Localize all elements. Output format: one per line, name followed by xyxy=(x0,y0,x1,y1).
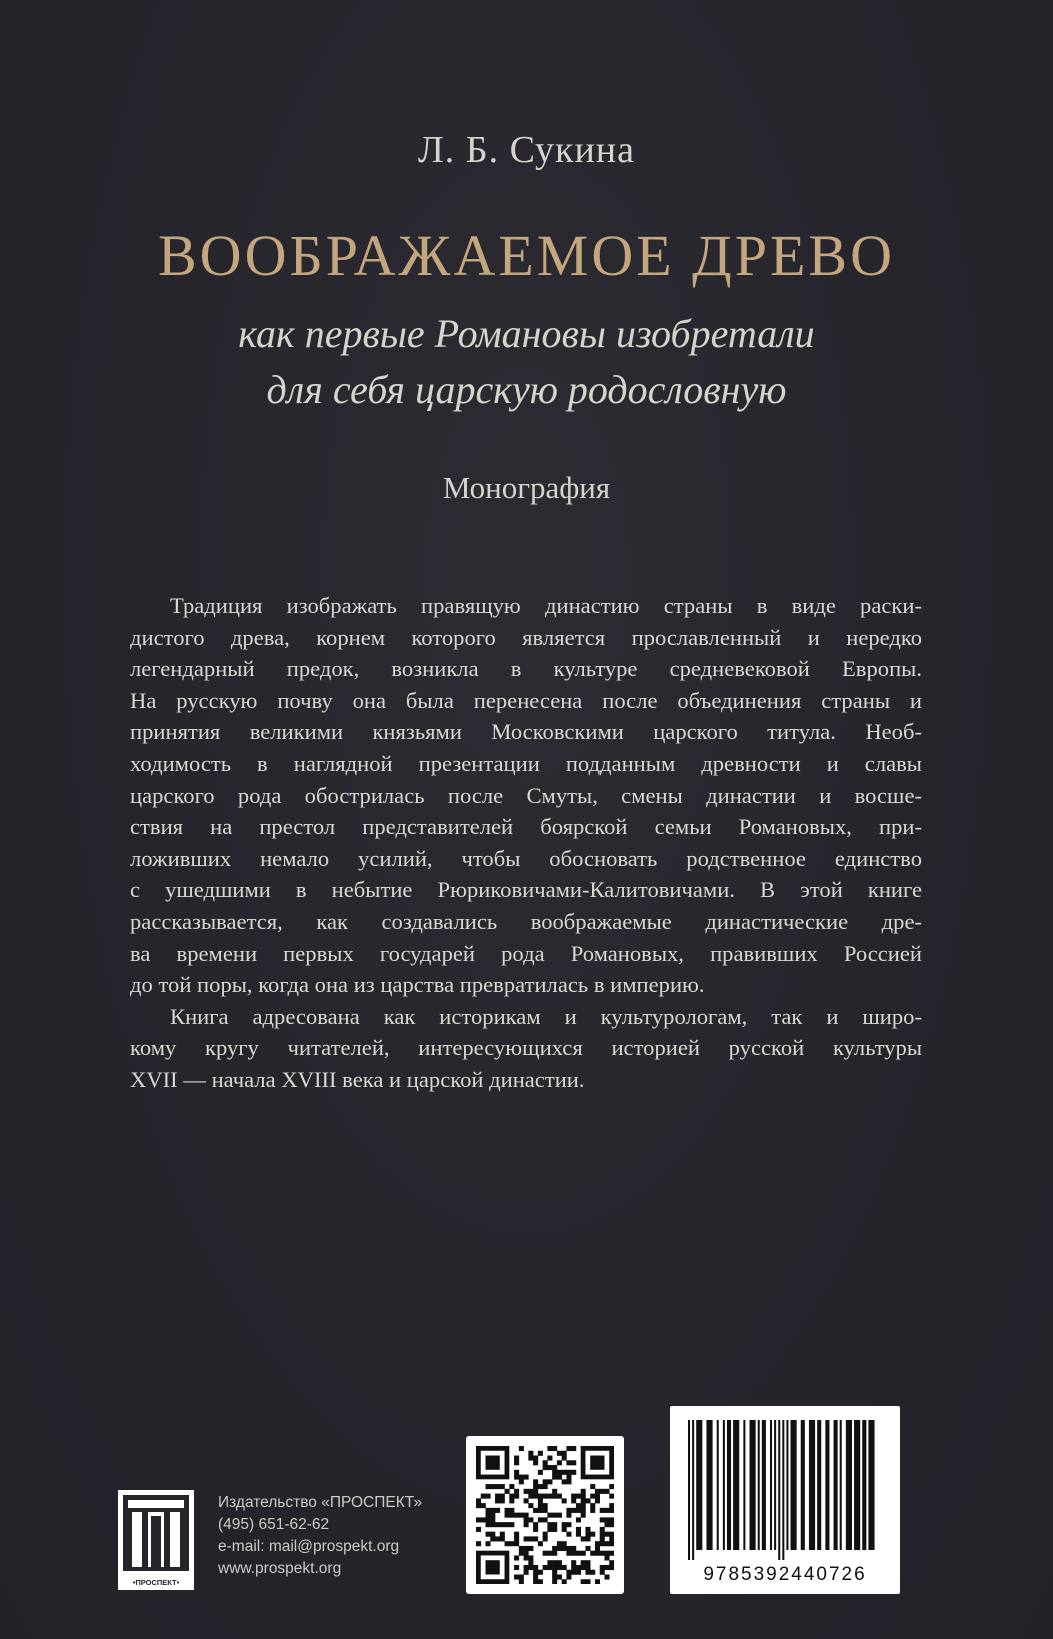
author-name: Л. Б. Сукина xyxy=(418,129,635,171)
annotation-line: Традиция изображать правящую династию страны в виде раски- xyxy=(170,593,922,618)
publisher-logo-text: •ПРОСПЕКТ• xyxy=(132,1578,180,1587)
publisher-phone: (495) 651-62-62 xyxy=(218,1516,330,1533)
annotation-line: до той поры, когда она из царства превратилась в империю. xyxy=(130,972,705,998)
publisher-email: e-mail: mail@prospekt.org xyxy=(218,1538,400,1555)
annotation-line: На русскую почву она была перенесена после объединения страны и xyxy=(130,687,922,713)
annotation-line: легендарный предок, возникла в культуре средневековой Европы. xyxy=(130,656,922,682)
annotation-text xyxy=(130,590,922,1096)
annotation-line: XVII — начала XVIII века и царской династии. xyxy=(130,1066,585,1092)
publisher-info xyxy=(218,1492,422,1580)
annotation-line: ва времени первых государей рода Романовых, правивших Россией xyxy=(130,940,922,966)
publisher-website: www.prospekt.org xyxy=(218,1560,342,1577)
subtitle-line: для себя царскую родословную xyxy=(266,367,787,412)
annotation-line: принятия великими князьями Московскими царского титула. Необ- xyxy=(130,719,922,745)
book-genre: Монография xyxy=(442,470,611,505)
isbn-barcode xyxy=(670,1406,900,1594)
barcode-graphic xyxy=(682,1420,888,1560)
publisher-logo-graphic xyxy=(118,1490,194,1590)
annotation-line: рассказывается, как создавались воображаемые династические дре- xyxy=(130,908,922,934)
subtitle-line: как первые Романовы изобретали xyxy=(238,311,815,356)
book-subtitle xyxy=(0,306,1053,418)
annotation-line: ствия на престол представителей боярской семьи Романовых, при- xyxy=(130,814,922,840)
book-title: ВООБРАЖАЕМОЕ ДРЕВО xyxy=(158,223,895,288)
publisher-name: Издательство «ПРОСПЕКТ» xyxy=(218,1494,423,1511)
annotation-line: ложивших немало усилий, чтобы обосновать родственное единство xyxy=(130,845,922,871)
qr-code xyxy=(466,1436,624,1594)
annotation-line: Книга адресована как историкам и культурологам, так и широ- xyxy=(170,1003,922,1029)
annotation-line: царского рода обострилась после Смуты, смены династии и восше- xyxy=(130,782,922,808)
annotation-line: кому кругу читателей, интересующихся историей русской культуры xyxy=(130,1035,922,1061)
qr-code-graphic xyxy=(476,1446,614,1584)
annotation-line: с ушедшими в небытие Рюриковичами-Калитовичами. В этой книге xyxy=(130,877,922,903)
annotation-line: дистого древа, корнем которого является прославленный и нередко xyxy=(130,624,922,650)
barcode-number: 9785392440726 xyxy=(703,1564,867,1585)
annotation-line: ходимость в наглядной презентации подданным древности и славы xyxy=(130,750,922,776)
publisher-logo xyxy=(118,1490,194,1590)
